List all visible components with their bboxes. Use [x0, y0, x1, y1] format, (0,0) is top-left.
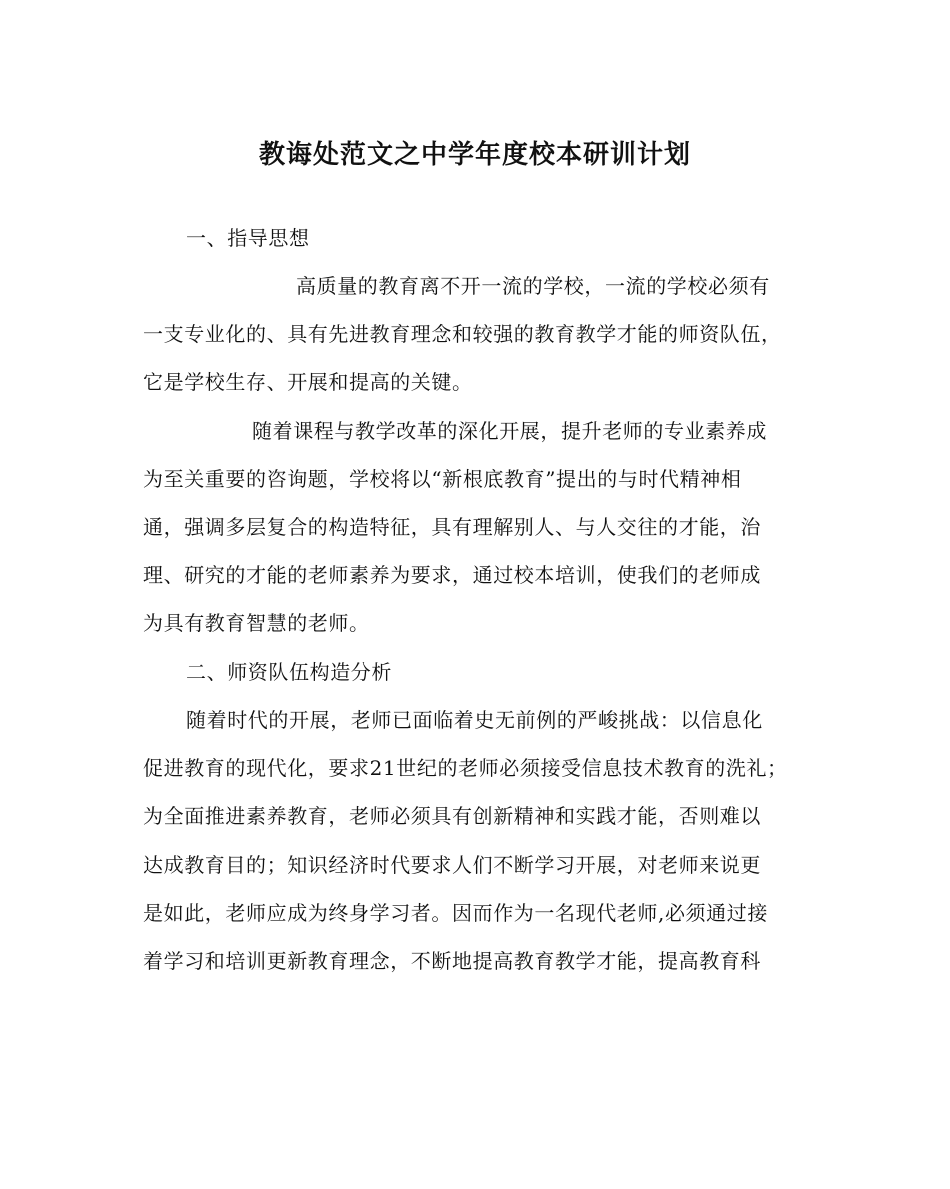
paragraph-line: 为具有教育智慧的老师。	[143, 611, 370, 635]
document-title: 教诲处范文之中学年度校本研训计划	[258, 140, 691, 170]
paragraph-line: 理、研究的才能的老师素养为要求，通过校本培训，使我们的老师成	[143, 563, 761, 587]
paragraph-line: 一支专业化的、具有先进教育理念和较强的教育教学才能的师资队伍，	[143, 322, 782, 346]
paragraph-line: 是如此，老师应成为终身学习者。因而作为一名现代老师,必须通过接	[143, 901, 768, 925]
paragraph-line: 随着课程与教学改革的深化开展，提升老师的专业素养成	[252, 419, 767, 443]
paragraph-line: 达成教育目的；知识经济时代要求人们不断学习开展，对老师来说更	[143, 853, 761, 877]
paragraph-line: 为至关重要的咨询题，学校将以“新根底教育”提出的与时代精神相	[143, 467, 742, 491]
paragraph-line: 促进教育的现代化，要求21世纪的老师必须接受信息技术教育的洗礼；	[143, 756, 788, 780]
section-heading-staff-structure: 二、师资队伍构造分析	[186, 660, 392, 684]
paragraph-line: 高质量的教育离不开一流的学校，一流的学校必须有	[296, 274, 770, 298]
paragraph-line: 为全面推进素养教育，老师必须具有创新精神和实践才能，否则难以	[143, 804, 761, 828]
paragraph-line: 它是学校生存、开展和提高的关键。	[143, 370, 473, 394]
paragraph-line: 着学习和培训更新教育理念，不断地提高教育教学才能，提高教育科	[143, 949, 761, 973]
section-heading-guiding-ideology: 一、指导思想	[186, 226, 310, 250]
paragraph-line: 通，强调多层复合的构造特征，具有理解别人、与人交往的才能，治	[143, 515, 761, 539]
paragraph-line: 随着时代的开展，老师已面临着史无前例的严峻挑战：以信息化	[186, 708, 763, 732]
